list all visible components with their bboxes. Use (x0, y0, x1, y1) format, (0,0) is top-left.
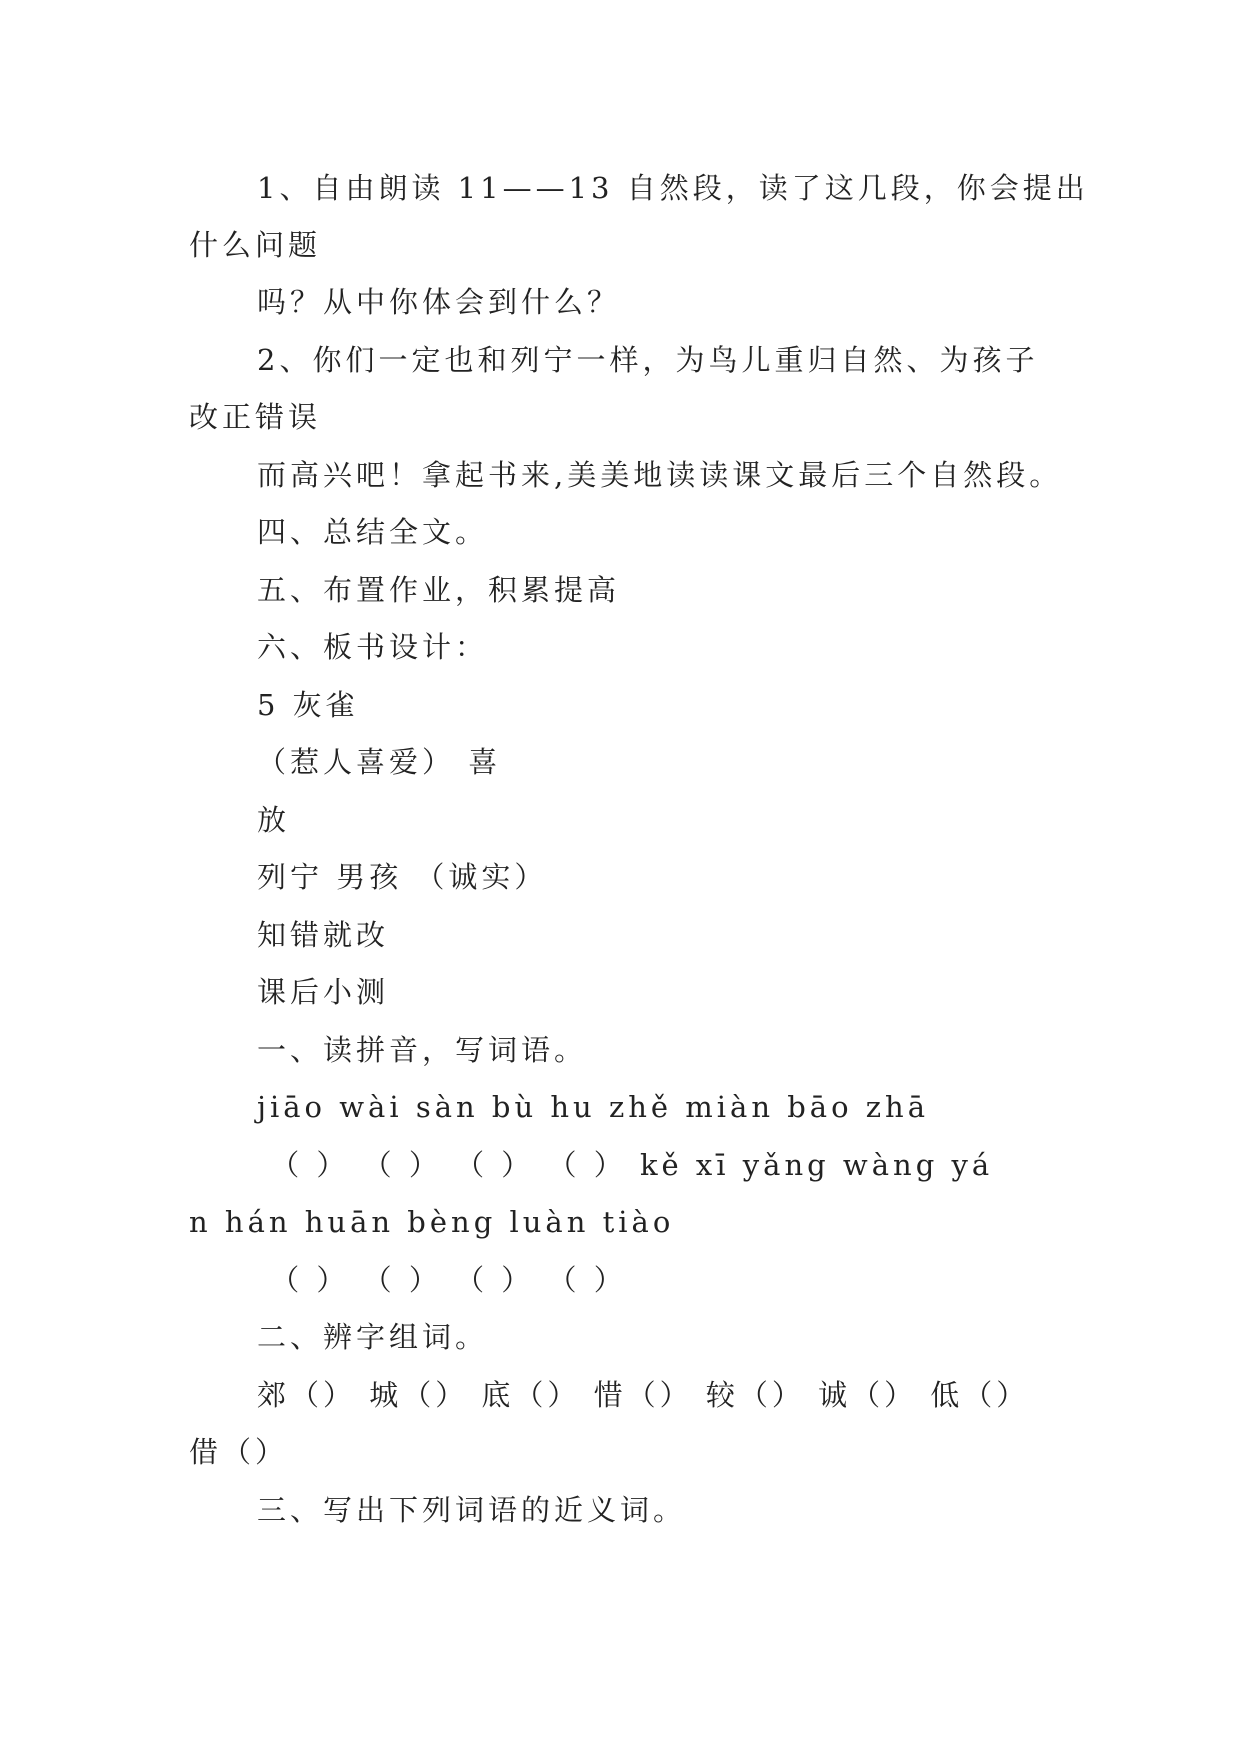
text-line-5: 改正错误 (189, 400, 322, 434)
character-words-line-1: 郊（） 城（） 底（） 惜（） 较（） 诚（） 低（） (257, 1378, 1030, 1412)
text-line-1: 1、自由朗读 11——13 自然段，读了这几段，你会提出 (257, 171, 1089, 205)
answer-blanks-line-1: （ ） （ ） （ ） （ ） kě xī yǎng wàng yá (257, 1148, 994, 1182)
quiz-section-3-heading: 三、写出下列词语的近义词。 (257, 1493, 687, 1527)
quiz-title: 课后小测 (257, 975, 390, 1009)
board-title: 5 灰雀 (257, 688, 359, 722)
board-line-1: （惹人喜爱） 喜 (257, 745, 502, 779)
answer-blanks-line-2: （ ） （ ） （ ） （ ） (257, 1263, 627, 1297)
text-line-4: 2、你们一定也和列宁一样，为鸟儿重归自然、为孩子 (257, 343, 1039, 377)
board-line-2: 放 (257, 803, 291, 837)
text-line-6: 而高兴吧！拿起书来,美美地读读课文最后三个自然段。 (257, 458, 1063, 492)
text-line-3: 吗？从中你体会到什么？ (257, 285, 621, 319)
pinyin-line-2: n hán huān bèng luàn tiào (189, 1205, 675, 1239)
quiz-section-1-heading: 一、读拼音，写词语。 (257, 1033, 588, 1067)
quiz-section-2-heading: 二、辨字组词。 (257, 1320, 489, 1354)
section-heading-homework: 五、布置作业，积累提高 (257, 573, 621, 607)
board-line-3: 列宁 男孩 （诚实） (257, 860, 548, 894)
section-heading-board-design: 六、板书设计： (257, 630, 489, 664)
character-words-line-2: 借（） (189, 1435, 289, 1469)
text-line-2: 什么问题 (189, 228, 322, 262)
pinyin-line-1: jiāo wài sàn bù hu zhě miàn bāo zhā (257, 1090, 930, 1124)
section-heading-summary: 四、总结全文。 (257, 515, 489, 549)
board-line-4: 知错就改 (257, 918, 390, 952)
